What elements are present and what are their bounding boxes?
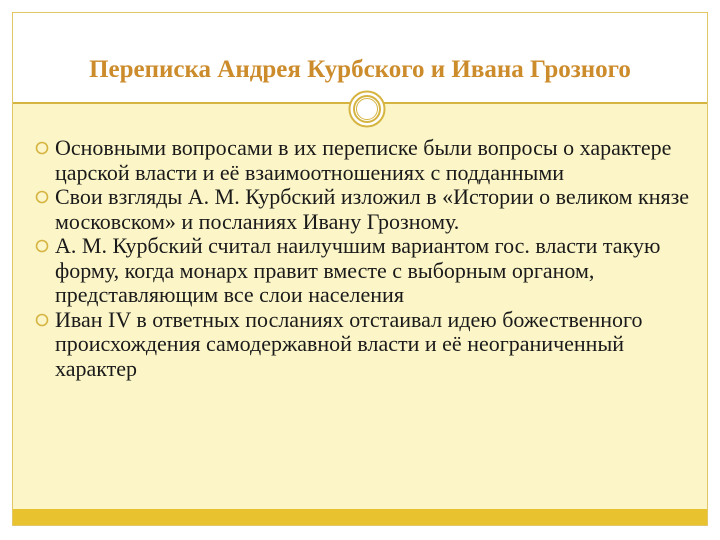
list-item (35, 308, 703, 382)
footer-bar (13, 509, 707, 525)
circle-bullet-icon (35, 239, 49, 253)
list-item (35, 136, 703, 185)
bullet-text: А. М. Курбский считал наилучшим вариантом гос. власти такую форму, когда монарх правит вместе с выборным органом, представляющим все слои населения (55, 233, 661, 307)
ring-ornament-icon (348, 90, 386, 128)
slide (12, 12, 708, 526)
bullet-text: Свои взгляды А. М. Курбский изложил в «Истории о великом князе московском» и посланиях Ивану Грозному. (55, 184, 690, 234)
circle-bullet-icon (35, 313, 49, 327)
bullet-list (35, 136, 703, 381)
bullet-text: Иван IV в ответных посланиях отстаивал идею божественного происхождения самодержавной власти и её неограниченный характер (55, 306, 643, 381)
list-item (35, 185, 703, 234)
circle-bullet-icon (35, 190, 49, 204)
slide-title: Переписка Андрея Курбского и Ивана Грозного (89, 56, 631, 83)
list-item (35, 234, 703, 308)
circle-bullet-icon (35, 141, 49, 155)
bullet-text: Основными вопросами в их переписке были вопросы о характере царской власти и её взаимоотношениях с подданными (55, 135, 672, 185)
